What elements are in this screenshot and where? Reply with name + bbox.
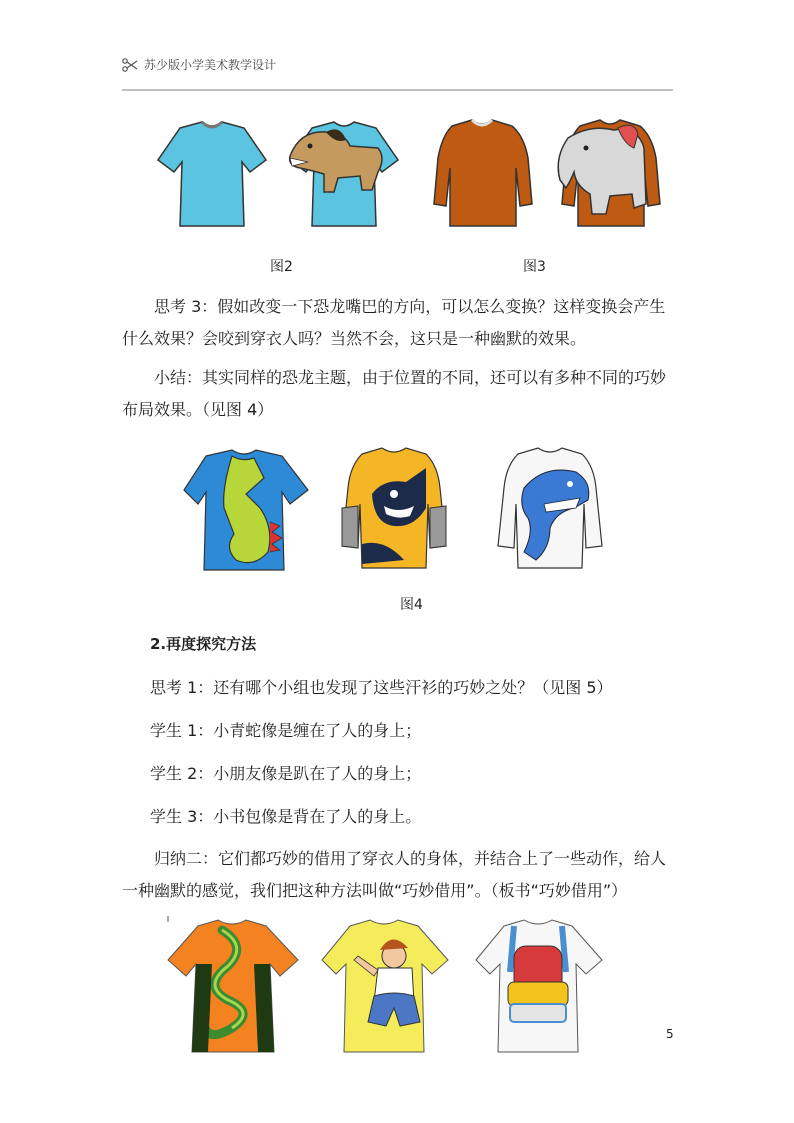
paragraph-think3: 思考 3：假如改变一下恐龙嘴巴的方向，可以怎么变换？这样变换会产生什么效果？会咬到穿衣人吗？当然不会，这只是一种幽默的效果。 [122,297,666,348]
blue-trex-longsleeve-image [498,448,602,568]
green-dinosaur-tshirt-image [184,450,308,570]
paragraph-student3: 学生 3：小书包像是背在了人的身上。 [150,807,422,826]
snake-tshirt-image [168,916,298,1052]
header-divider [122,89,673,91]
scissors-icon [122,58,138,72]
blue-tshirt-image [158,122,266,226]
page-header [122,56,276,73]
paragraph-summary: 小结：其实同样的恐龙主题，由于位置的不同，还可以有多种不同的巧妙布局效果。（见图 4） [122,368,667,419]
boy-tshirt-image [322,920,448,1052]
dog-tshirt-image [290,122,398,226]
section-heading: 2.再度探究方法 [150,635,257,653]
paragraph-student2: 学生 2：小朋友像是趴在了人的身上； [150,764,422,783]
figure-4-caption: 图4 [400,597,423,613]
page-number: 5 [666,1027,674,1041]
elephant-longsleeve-image [558,120,660,226]
paragraph-student1: 学生 1：小青蛇像是缠在了人的身上； [150,721,422,740]
figure-3-caption: 图3 [523,259,546,275]
figure-2-3-illustrations [140,118,680,238]
paragraph-conclusion: 归纳二：它们都巧妙的借用了穿衣人的身体，并结合上了一些动作，给人一种幽默的感觉，我们把这种方法叫做“巧妙借用”。（板书“巧妙借用”） [122,849,667,900]
backpack-tshirt-image [476,920,602,1052]
figure-2-caption: 图2 [270,259,293,275]
yellow-dinosaur-longsleeve-image [342,448,446,568]
header-title: 苏少版小学美术教学设计 [144,58,277,72]
figure-4-illustrations [184,448,628,576]
paragraph-think1: 思考 1：还有哪个小组也发现了这些汗衫的巧妙之处？（见图 5） [150,678,613,697]
figure-5-illustrations [168,916,608,1056]
brown-longsleeve-image [434,120,532,226]
